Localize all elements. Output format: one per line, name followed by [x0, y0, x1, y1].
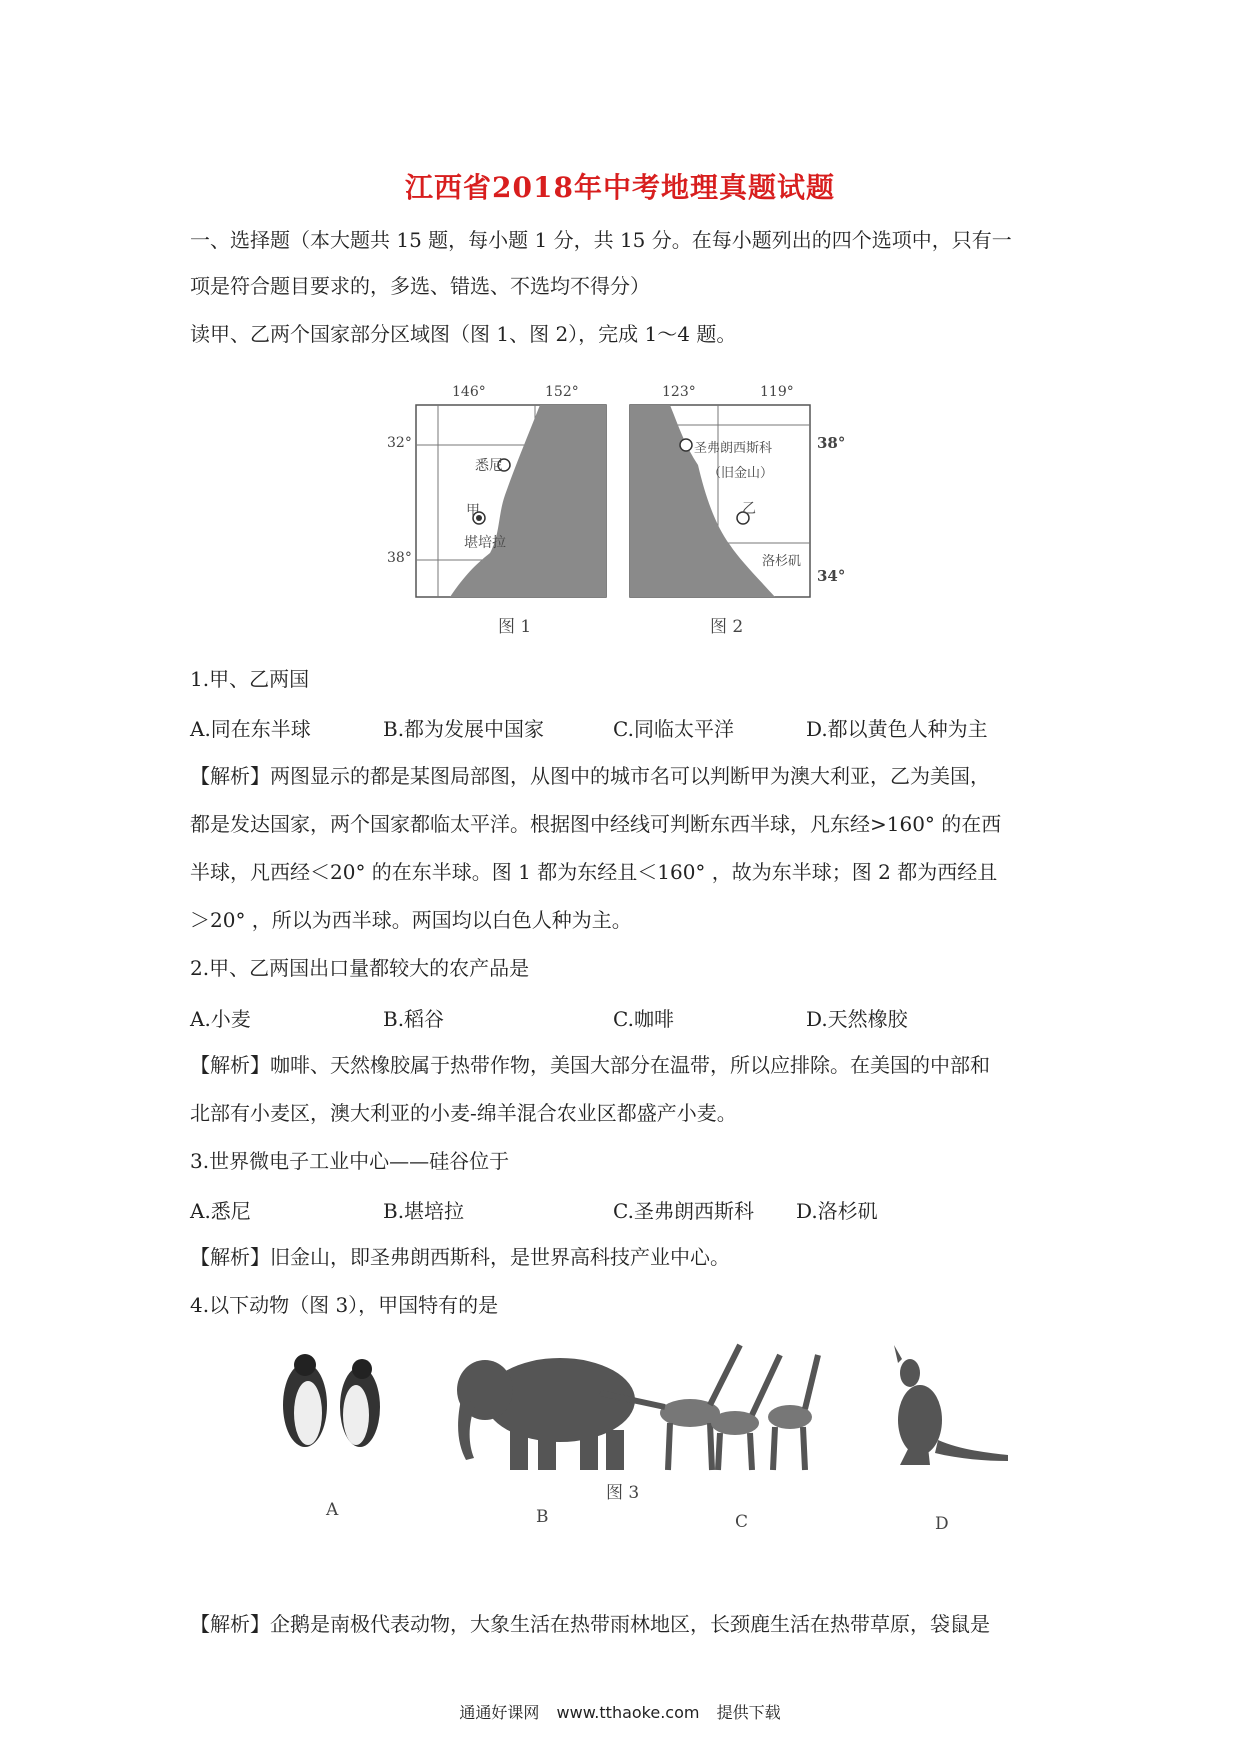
question-stem: 读甲、乙两个国家部分区域图（图 1、图 2），完成 1～4 题。	[190, 322, 737, 346]
fig2-caption: 图 2	[710, 617, 744, 637]
q1-analysis-line2: 都是发达国家，两个国家都临太平洋。根据图中经线可判断东西半球，凡东经>160° 的在西	[190, 812, 1002, 836]
page-footer	[0, 1700, 1240, 1723]
fig2-lat-38: 38°	[817, 434, 846, 452]
country-yi-label: 乙	[742, 501, 756, 517]
q4-stem: 4.以下动物（图 3），甲国特有的是	[190, 1293, 499, 1317]
san-francisco-marker	[680, 439, 692, 451]
q2-analysis-line2: 北部有小麦区，澳大利亚的小麦-绵羊混合农业区都盛产小麦。	[190, 1101, 737, 1125]
fig2-lat-34: 34°	[817, 567, 846, 585]
elephant-image	[457, 1358, 635, 1470]
q1-analysis-line3: 半球，凡西经＜20° 的在东半球。图 1 都为东经且＜160° ，故为东半球；图 2 都为西经且	[190, 860, 998, 884]
q3-option-a: A.悉尼	[190, 1199, 251, 1223]
map-fig1	[416, 405, 606, 597]
q2-option-b: B.稻谷	[383, 1007, 445, 1031]
fig1-caption: 图 1	[498, 617, 532, 637]
animal-label-c: C	[735, 1512, 749, 1532]
section-intro-line1: 一、选择题（本大题共 15 题，每小题 1 分，共 15 分。在每小题列出的四个选项中，只有一	[190, 228, 1012, 252]
q2-stem: 2.甲、乙两国出口量都较大的农产品是	[190, 956, 530, 980]
q2-analysis-line1: 【解析】咖啡、天然橡胶属于热带作物，美国大部分在温带，所以应排除。在美国的中部和	[190, 1053, 990, 1077]
penguin-image	[283, 1354, 380, 1447]
animal-label-b: B	[536, 1507, 549, 1527]
q3-analysis-line1: 【解析】旧金山，即圣弗朗西斯科，是世界高科技产业中心。	[190, 1245, 730, 1269]
q1-analysis-line1: 【解析】两图显示的都是某图局部图，从图中的城市名可以判断甲为澳大利亚，乙为美国，	[190, 764, 990, 788]
fig1-lon-152: 152°	[545, 384, 579, 400]
old-gold-mountain-label: （旧金山）	[708, 466, 774, 481]
footer-url[interactable]: www.tthaoke.com	[556, 1703, 700, 1722]
q2-option-d: D.天然橡胶	[806, 1007, 908, 1031]
q3-option-b: B.堪培拉	[383, 1199, 465, 1223]
q1-option-b: B.都为发展中国家	[383, 717, 545, 741]
q4-analysis-line1: 【解析】企鹅是南极代表动物，大象生活在热带雨林地区，长颈鹿生活在热带草原，袋鼠是	[190, 1612, 990, 1636]
q1-option-d: D.都以黄色人种为主	[806, 717, 988, 741]
fig2-lon-119: 119°	[760, 384, 794, 400]
page-title: 江西省2018年中考地理真题试题	[405, 171, 835, 204]
q1-option-a: A.同在东半球	[190, 717, 311, 741]
section-intro-line2: 项是符合题目要求的，多选、错选、不选均不得分）	[190, 274, 650, 298]
q3-option-c: C.圣弗朗西斯科	[613, 1199, 754, 1223]
animal-label-d: D	[935, 1514, 949, 1534]
q1-option-c: C.同临太平洋	[613, 717, 734, 741]
canberra-label: 堪培拉	[464, 535, 506, 551]
q2-option-a: A.小麦	[190, 1007, 251, 1031]
q1-analysis-line4: ＞20° ，所以为西半球。两国均以白色人种为主。	[190, 908, 632, 932]
animal-label-a: A	[326, 1500, 339, 1520]
q3-stem: 3.世界微电子工业中心——硅谷位于	[190, 1149, 510, 1173]
fig3-caption: 图 3	[606, 1483, 640, 1503]
san-francisco-label: 圣弗朗西斯科	[694, 441, 773, 456]
sydney-label: 悉尼	[475, 458, 503, 474]
fig1-lon-146: 146°	[452, 384, 486, 400]
q1-stem: 1.甲、乙两国	[190, 667, 310, 691]
fig2-lon-123: 123°	[662, 384, 696, 400]
fig1-lat-32: 32°	[387, 435, 412, 451]
fig1-lat-38: 38°	[387, 550, 412, 566]
country-jia-label: 甲	[466, 503, 480, 519]
q3-option-d: D.洛杉矶	[796, 1199, 878, 1223]
footer-site: 通通好课网	[459, 1703, 540, 1722]
footer-note: 提供下载	[716, 1703, 781, 1722]
los-angeles-label: 洛杉矶	[762, 554, 802, 569]
kangaroo-image	[894, 1345, 1008, 1465]
q2-option-c: C.咖啡	[613, 1007, 674, 1031]
animals-figure	[270, 1335, 1010, 1485]
map-figure	[380, 385, 840, 645]
